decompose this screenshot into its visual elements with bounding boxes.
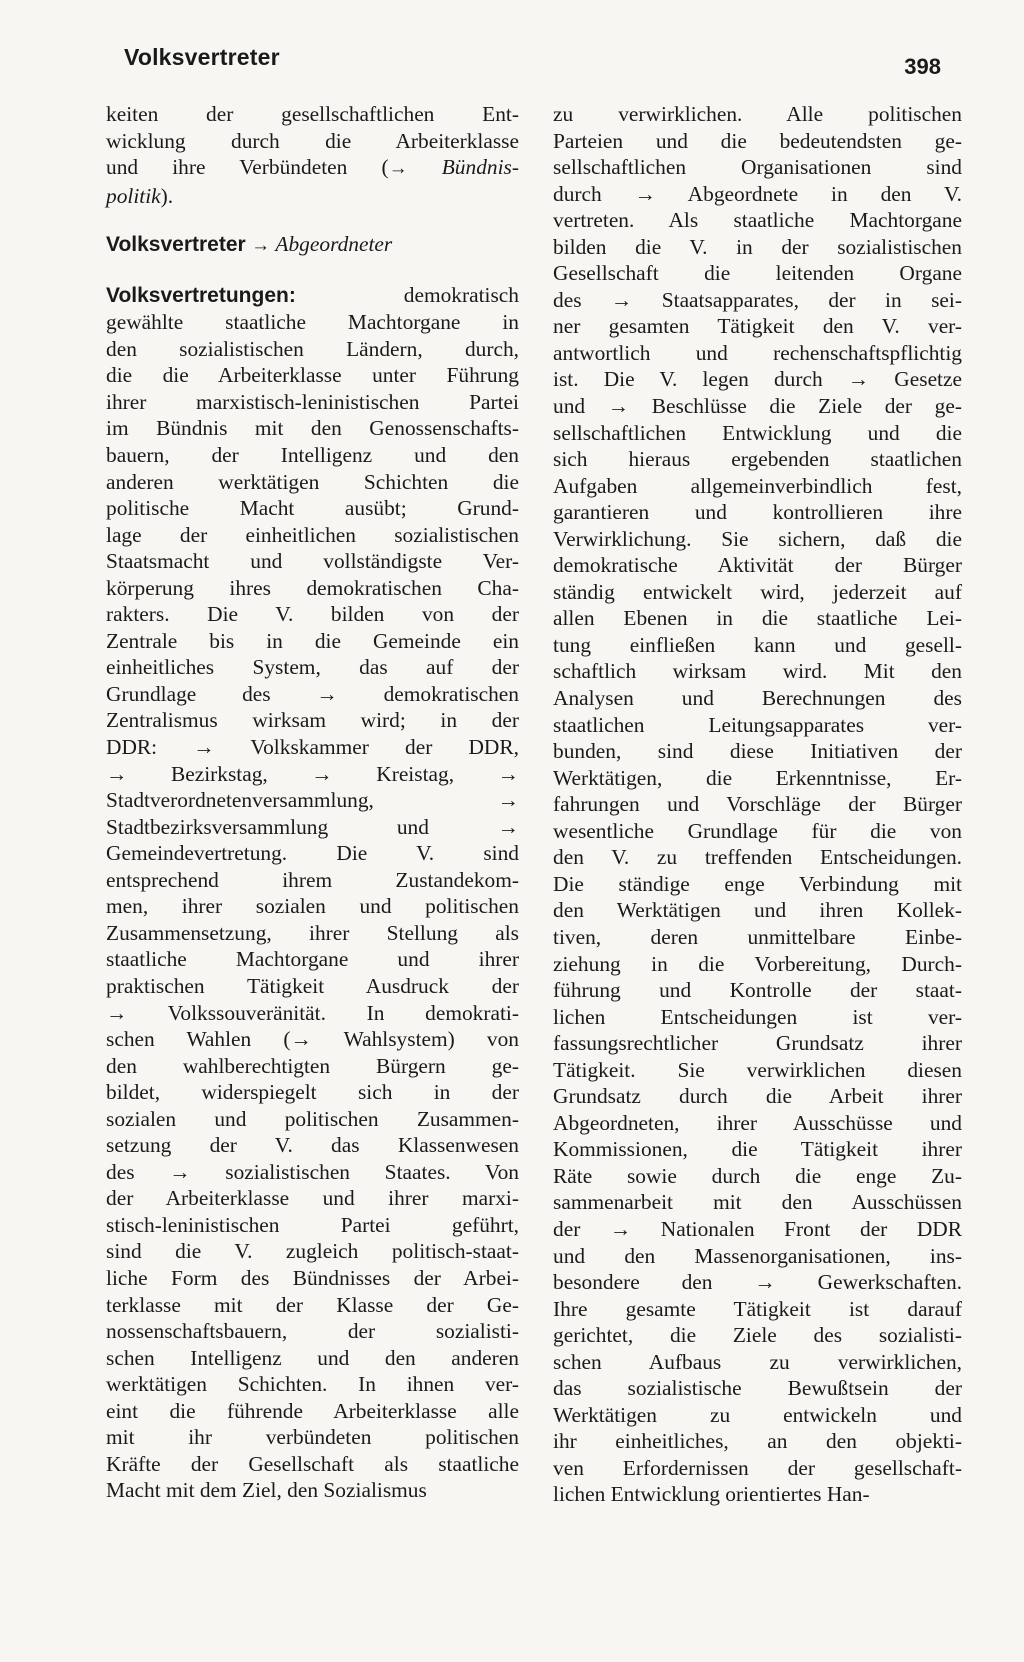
- page-number: 398: [904, 54, 941, 79]
- text-line: antwortlich und rechenschaftspflichtig: [553, 340, 962, 365]
- text-line: stisch-leninistischen Partei geführt,: [106, 1212, 519, 1237]
- text-line: sellschaftlichen Organisationen sind: [553, 155, 962, 180]
- text-line: der → Nationalen Front der DDR: [553, 1216, 962, 1241]
- text-line: sammenarbeit mit den Ausschüssen: [553, 1190, 962, 1215]
- text-line: sind die V. zugleich politisch-staat-: [106, 1239, 519, 1264]
- text-line: schaftlich wirksam wird. Mit den: [553, 659, 962, 684]
- cross-reference-arrow: →: [388, 158, 408, 180]
- text-line: praktischen Tätigkeit Ausdruck der: [106, 973, 519, 998]
- cross-reference: Bündnis-: [441, 155, 519, 180]
- text-line: tung einfließen kann und gesell-: [553, 632, 962, 657]
- text-line: Aufgaben allgemeinverbindlich fest,: [553, 473, 962, 498]
- text-line: körperung ihres demokratischen Cha-: [106, 575, 519, 600]
- text-line: bilden die V. in der sozialistischen: [553, 234, 962, 259]
- text-line: DDR: → Volkskammer der DDR,: [106, 735, 519, 760]
- text-line: führung und Kontrolle der staat-: [553, 978, 962, 1003]
- text-line: der Arbeiterklasse und ihrer marxi-: [106, 1186, 519, 1211]
- text-line: rakters. Die V. bilden von der: [106, 602, 519, 627]
- text-line: politische Macht ausübt; Grund-: [106, 496, 519, 521]
- text-line: mit ihr verbündeten politischen: [106, 1425, 519, 1450]
- text-line: lichen Entscheidungen ist ver-: [553, 1004, 962, 1029]
- text-line: Tätigkeit. Sie verwirklichen diesen: [553, 1057, 962, 1082]
- text-line: entsprechend ihrem Zustandekom-: [106, 867, 519, 892]
- text-line: Stadtbezirksversammlung und →: [106, 814, 519, 839]
- text-line: ihr einheitliches, an den objekti-: [553, 1429, 962, 1454]
- entry-headword: Volksvertretungen:: [106, 283, 296, 307]
- cross-reference-arrow: →: [251, 235, 271, 257]
- text-line: ziehung in die Vorbereitung, Durch-: [553, 951, 962, 976]
- text-line: bildet, widerspiegelt sich in der: [106, 1080, 519, 1105]
- text-line: tiven, deren unmittelbare Einbe-: [553, 924, 962, 949]
- text-line: schen Wahlen (→ Wahlsystem) von: [106, 1027, 519, 1052]
- text-line: Werktätigen, die Erkenntnisse, Er-: [553, 765, 962, 790]
- text-line: vertreten. Als staatliche Machtorgane: [553, 208, 962, 233]
- text-line: die die Arbeiterklasse unter Führung: [106, 363, 519, 388]
- text-line: das sozialistische Bewußtsein der: [553, 1376, 962, 1401]
- text-line: staatliche Machtorgane und ihrer: [106, 947, 519, 972]
- text-line: liche Form des Bündnisses der Arbei-: [106, 1265, 519, 1290]
- text-line: anderen werktätigen Schichten die: [106, 469, 519, 494]
- text-line: Staatsmacht und vollständigste Ver-: [106, 549, 519, 574]
- text-line: Gemeindevertretung. Die V. sind: [106, 841, 519, 866]
- text-line: Die ständige enge Verbindung mit: [553, 871, 962, 896]
- left-column: [106, 101, 519, 1504]
- page-header: [124, 44, 941, 84]
- entry-volksvertreter: [106, 231, 519, 260]
- text-line: ihrer marxistisch-leninistischen Partei: [106, 389, 519, 414]
- continuation-paragraph: [106, 101, 519, 209]
- text-line: bauern, der Intelligenz und den: [106, 443, 519, 468]
- text-line: einheitliches System, das auf der: [106, 655, 519, 680]
- text-line: den sozialistischen Ländern, durch,: [106, 336, 519, 361]
- text-line: schen Aufbaus zu verwirklichen,: [553, 1349, 962, 1374]
- text-line: und → Beschlüsse die Ziele der ge-: [553, 394, 962, 419]
- text-line: im Bündnis mit den Genossenschafts-: [106, 416, 519, 441]
- text-line: Werktätigen zu entwickeln und: [553, 1402, 962, 1427]
- text-line: den Werktätigen und ihren Kollek-: [553, 898, 962, 923]
- text-line: Stadtverordnetenversammlung, →: [106, 788, 519, 813]
- text-line: zu verwirklichen. Alle politischen: [553, 102, 962, 126]
- text-line: Volksvertretungen: demokratisch: [106, 282, 519, 307]
- text-line: werktätigen Schichten. In ihnen ver-: [106, 1372, 519, 1397]
- text-line: des → Staatsapparates, der in sei-: [553, 287, 962, 312]
- text-line: den V. zu treffenden Entscheidungen.: [553, 845, 962, 870]
- text-line: eint die führende Arbeiterklasse alle: [106, 1398, 519, 1423]
- text-line: setzung der V. das Klassenwesen: [106, 1133, 519, 1158]
- text-line: fahrungen und Vorschläge der Bürger: [553, 792, 962, 817]
- text-line: Gesellschaft die leitenden Organe: [553, 261, 962, 286]
- right-column: [553, 101, 962, 1508]
- text-line: gerichtet, die Ziele des sozialisti-: [553, 1323, 962, 1348]
- text-line: Räte sowie durch die enge Zu-: [553, 1163, 962, 1188]
- entry-volksvertretungen: [106, 282, 519, 1504]
- text-line: keiten der gesellschaftlichen Ent-: [106, 102, 519, 126]
- text-line: allen Ebenen in die staatliche Lei-: [553, 606, 962, 631]
- text-line: politik).: [106, 183, 174, 208]
- text-line: ständig entwickelt wird, jederzeit auf: [553, 579, 962, 604]
- text-line: Parteien und die bedeutendsten ge-: [553, 128, 962, 153]
- text-line: ner gesamten Tätigkeit den V. ver-: [553, 314, 962, 339]
- text-line: des → sozialistischen Staates. Von: [106, 1159, 519, 1184]
- text-line: durch → Abgeordnete in den V.: [553, 181, 962, 206]
- text-line: schen Intelligenz und den anderen: [106, 1345, 519, 1370]
- text-line: Kräfte der Gesellschaft als staatliche: [106, 1451, 519, 1476]
- text-line: Kommissionen, die Tätigkeit ihrer: [553, 1137, 962, 1162]
- text-line: ven Erfordernissen der gesellschaft-: [553, 1455, 962, 1480]
- text-line: nossenschaftsbauern, der sozialisti-: [106, 1319, 519, 1344]
- text-line: demokratische Aktivität der Bürger: [553, 553, 962, 578]
- text-line: sich hieraus ergebenden staatlichen: [553, 447, 962, 472]
- text-line: men, ihrer sozialen und politischen: [106, 894, 519, 919]
- text-line: Abgeordneten, ihrer Ausschüsse und: [553, 1110, 962, 1135]
- text-line: Grundsatz durch die Arbeit ihrer: [553, 1084, 962, 1109]
- text-line: staatlichen Leitungsapparates ver-: [553, 712, 962, 737]
- running-head: Volksvertreter: [124, 44, 280, 70]
- text-line: [106, 231, 519, 260]
- text-line: wicklung durch die Arbeiterklasse: [106, 128, 519, 153]
- cross-reference: politik: [106, 183, 161, 208]
- text-line: → Volkssouveränität. In demokrati-: [106, 1000, 519, 1025]
- text-line: Zentrale bis in die Gemeinde ein: [106, 628, 519, 653]
- text-line: gewählte staatliche Machtorgane in: [106, 310, 519, 335]
- text-line: Zentralismus wirksam wird; in der: [106, 708, 519, 733]
- text-line: und ihre Verbündeten (→ Bündnis-: [106, 155, 519, 180]
- text-line: ist. Die V. legen durch → Gesetze: [553, 367, 962, 392]
- text-line: wesentliche Grundlage für die von: [553, 818, 962, 843]
- text-line: Zusammensetzung, ihrer Stellung als: [106, 920, 519, 945]
- text-line: und den Massenorganisationen, ins-: [553, 1243, 962, 1268]
- text-line: fassungsrechtlicher Grundsatz ihrer: [553, 1031, 962, 1056]
- text-line: lichen Entwicklung orientiertes Han-: [553, 1482, 870, 1507]
- text-line: → Bezirkstag, → Kreistag, →: [106, 761, 519, 786]
- text-line: sozialen und politischen Zusammen-: [106, 1106, 519, 1131]
- text-line: sellschaftlichen Entwicklung und die: [553, 420, 962, 445]
- text-line: Ihre gesamte Tätigkeit ist darauf: [553, 1296, 962, 1321]
- text-line: garantieren und kontrollieren ihre: [553, 500, 962, 525]
- entry-headword: Volksvertreter: [106, 233, 246, 257]
- text-line: terklasse mit der Klasse der Ge-: [106, 1292, 519, 1317]
- text-line: Macht mit dem Ziel, den Sozialismus: [106, 1478, 427, 1503]
- text-line: lage der einheitlichen sozialistischen: [106, 522, 519, 547]
- text-line: Verwirklichung. Sie sichern, daß die: [553, 526, 962, 551]
- cross-reference: Abgeordneter: [275, 232, 393, 257]
- text-line: besondere den → Gewerkschaften.: [553, 1270, 962, 1295]
- text-line: Analysen und Berechnungen des: [553, 686, 962, 711]
- text-line: bunden, sind diese Initiativen der: [553, 739, 962, 764]
- text-line: Grundlage des → demokratischen: [106, 681, 519, 706]
- text-line: den wahlberechtigten Bürgern ge-: [106, 1053, 519, 1078]
